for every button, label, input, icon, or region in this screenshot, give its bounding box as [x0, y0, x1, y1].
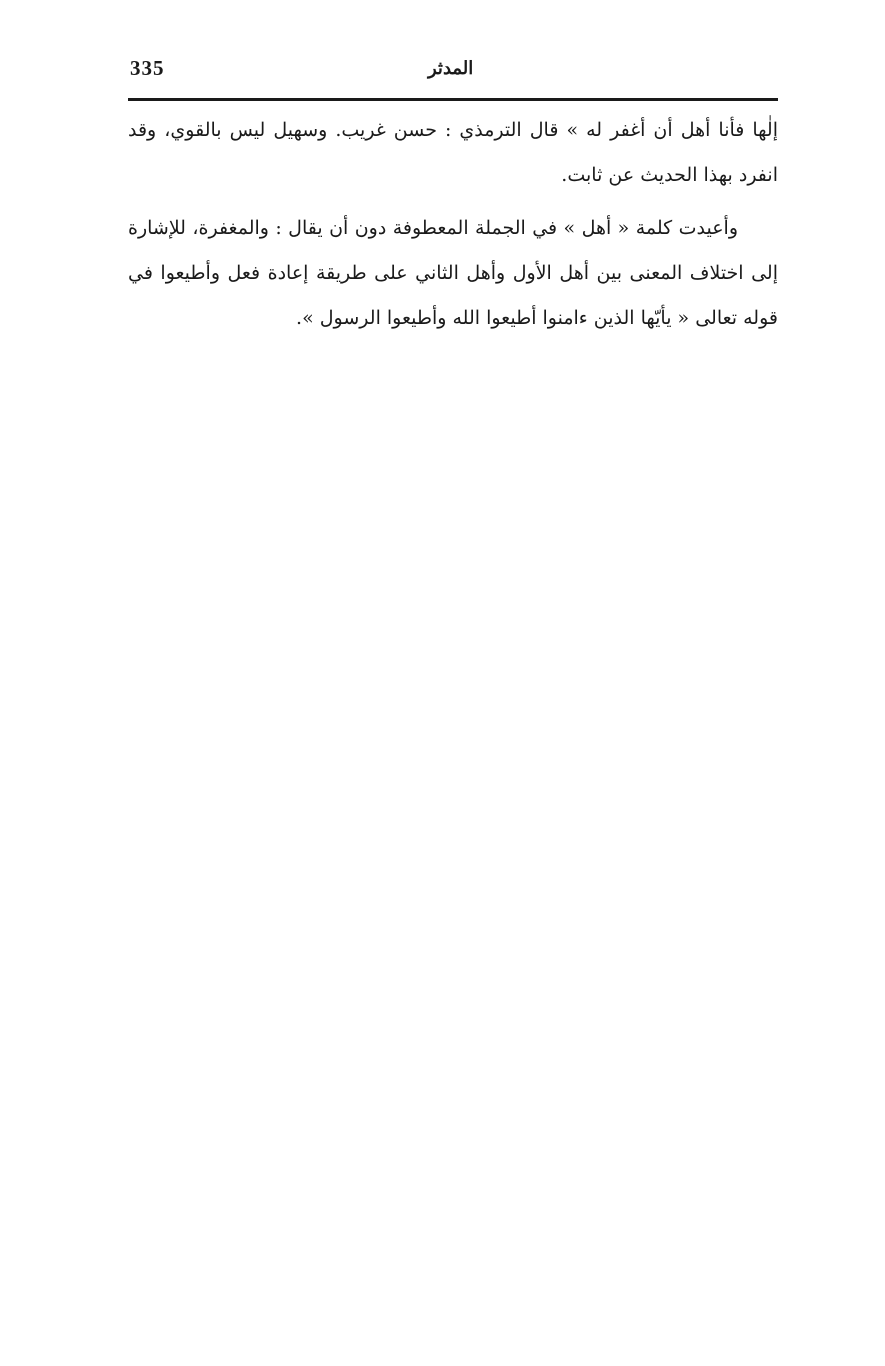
header-rule [128, 98, 778, 101]
main-text [128, 108, 778, 341]
page-header [128, 52, 778, 98]
running-title: المدثر [428, 58, 474, 79]
paragraph-1: إلٰها فأنا أهل أن أغفر له » قال الترمذي : حسن غريب. وسهيل ليس بالقوي، وقد انفرد بهذا الحديث عن ثابت. [128, 119, 778, 186]
page-number: 335 [130, 56, 165, 80]
paragraph-2: وأعيدت كلمة « أهل » في الجملة المعطوفة دون أن يقال : والمغفرة، للإشارة إلى اختلاف المعنى بين أهل الأول وأهل الثاني على طريقة إعادة فعل وأطيعوا في قوله تعالى « يأيّها الذين ءامنوا أطيعوا الله وأطيعوا الرسول ». [128, 217, 778, 329]
